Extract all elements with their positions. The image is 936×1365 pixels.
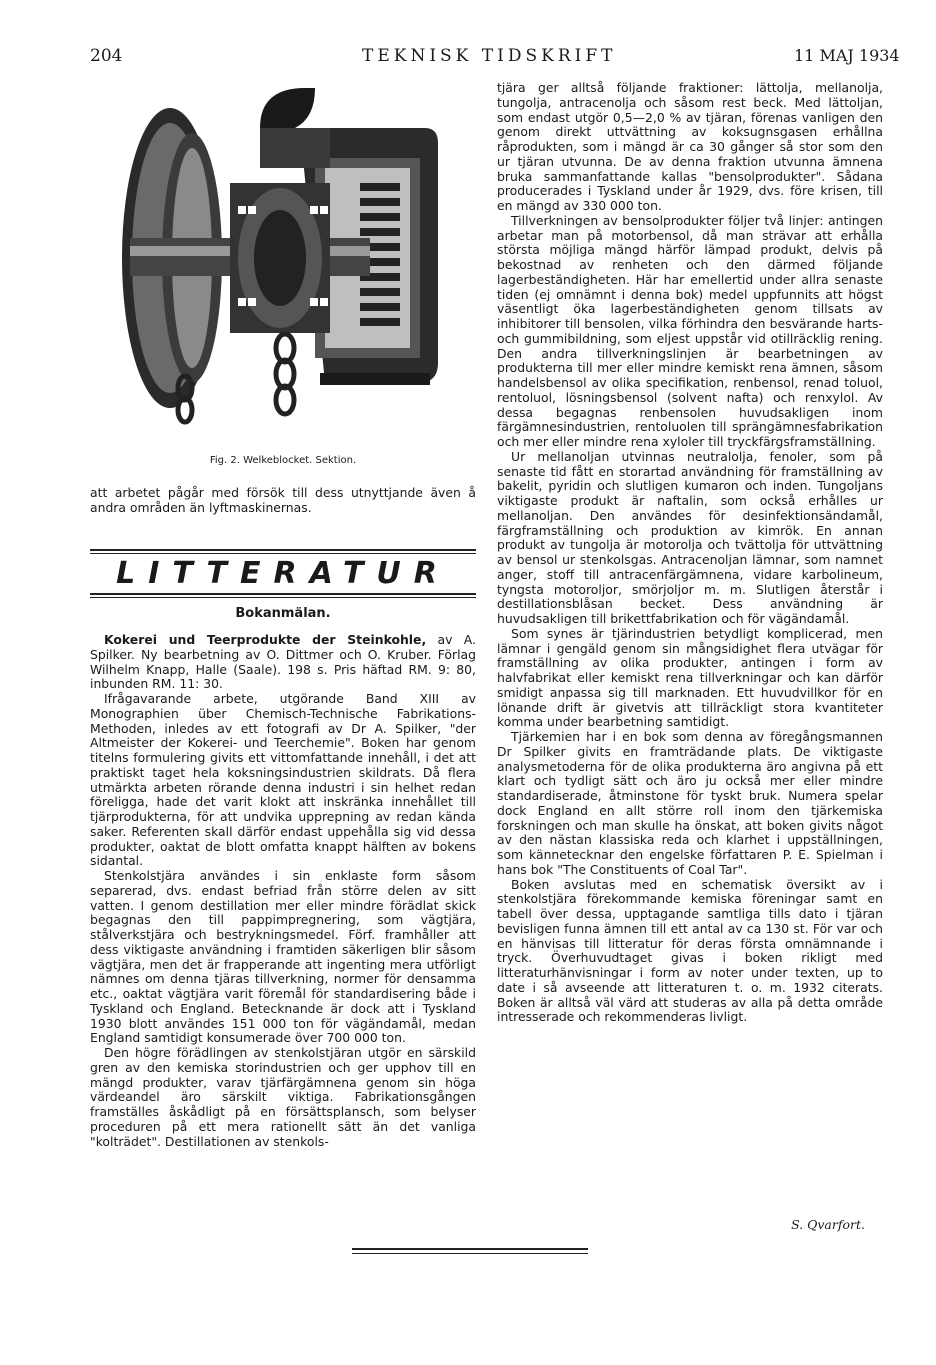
end-rule-top — [352, 1248, 588, 1250]
section-rule-bottom — [90, 593, 476, 595]
right-paragraph: Boken avslutas med en schematisk översikt av i stenkolstjära förekommande kemiska föreningar samt en tabell över dessa, upptagande samtliga tills dato i tjäran bevisligen funna ämnen till ett antal av ca 130 st. För var och en hänvisas till litteratur för deras första omnämnande i tryck. Överhuvudtaget givas i boken rikligt med litteraturhänvisningar i form av noter under texten, up to date i så avseende att litteraturen t. o. m. 1932 citerats. Boken är alltså väl värd att studeras av alla på detta område intresserade och rekommenderas livligt. — [497, 876, 883, 1025]
end-rule-bottom — [352, 1253, 588, 1254]
figure-caption: Fig. 2. Welkeblocket. Sektion. — [209, 455, 357, 466]
right-paragraph: Ur mellanoljan utvinnas neutralolja, fenoler, som på senaste tid fått en storartad användning för framställning av bakelit, pyridin och slutligen kumaron och inden. Tungoljans viktigaste produkt är naftalin, som också erhålles ur mellanoljan. Den användes för desinfektionsändamål, färgframställning och produktion av kimrök. En annan produkt av tungolja är motorolja och tvättolja för uttvättning av bensol ur stenkolsgas. Antracenoljan lämnar, som namnet anger, stoff till antracenfärgämnena, vidare karbolineum, tyngsta motoroljor, smörjoljor m. m. Slutligen återstår i destillationsblåsan becket. Dess användning är huvudsakligen till brikettfabrikation och för vägändamål. — [497, 448, 883, 626]
subsection-heading: Bokanmälan. — [235, 606, 331, 621]
section-rule-bottom-thin — [90, 597, 476, 598]
reviewer-signature: S. Qvarfort. — [791, 1217, 865, 1232]
page-number: 204 — [90, 46, 123, 66]
chain-hoist-section-illustration — [110, 88, 440, 440]
left-column — [90, 633, 476, 1149]
right-paragraph: tjära ger alltså följande fraktioner: lättolja, mellanolja, tungolja, antracenolja och såsom rest beck. Med lättoljan, som endast utgör 0,5—2,0 % av tjäran, förenas vanligen den genom direkt uttvättning av koksugnsgasen erhållna råprodukten, som i mängd är ca 30 gånger så stor som den ur tjäran utvunna. De av denna fraktion utvunna ämnena bruka sammanfattande kallas "bensolprodukter". Sådana producerades i Tyskland under år 1929, dvs. före krisen, till en mängd av 330 000 ton. — [497, 80, 883, 213]
section-title: LITTERATUR — [116, 556, 450, 591]
left-paragraph: Den högre förädlingen av stenkolstjäran utgör en särskild gren av den kemiska storindustrien och ger upphov till en mängd produkter, varav tjärfärgämnena genom sin höga värdeandel äro särskilt viktiga. Fabrikationsgången framställes åskådligt på en försättsplansch, som belyser proceduren på ett mera rationellt sätt än det vanliga "kolträdet". Destillationen av stenkols- — [90, 1045, 476, 1149]
book-title: Kokerei und Teerprodukte der Steinkohle, — [104, 632, 427, 647]
intro-paragraph — [90, 486, 476, 516]
journal-title: TEKNISK TIDSKRIFT — [362, 46, 617, 66]
right-paragraph: Tjärkemien har i en bok som denna av föregångsmannen Dr Spilker givits en framträdande plats. De viktigaste analysmetoderna för de olika produkterna äro angivna på ett klart och tydligt sätt och äro ju också mer eller mindre standardiserade, åtminstone för tyskt bruk. Numera spelar dock England en allt större roll inom den tjärkemiska forskningen och man skulle ha önskat, att boken givits något av den nästan klassiska reda och klarhet i uppställningen, som kännetecknar den engelske författaren P. E. Spielman i hans bok "The Constituents of Coal Tar". — [497, 729, 883, 877]
book-meta: av A. Spilker. Ny bearbetning av O. Dittmer och O. Kruber. Förlag Wilhelm Knapp, Halle (Saale). 198 s. Pris häftad RM. 9: 80, inbunden RM. 11: 30. — [90, 632, 476, 692]
book-heading — [90, 633, 476, 692]
section-rule-top — [90, 549, 476, 551]
right-column — [497, 81, 883, 1025]
left-paragraph: Stenkolstjära användes i sin enklaste form såsom separerad, dvs. endast befriad från större delen av sitt vatten. I genom destillation mer eller mindre förädlat skick begagnas den till pappimpregnering, som vägtjära, stålverkstjära och bestrykningsmedel. Förf. framhåller att dess viktigaste användning i framtiden säkerligen blir såsom vägtjära, men det är frapperande att ingenting mera utförligt nämnes om denna tjäras tillverkning, normer för densamma etc., oaktat vägtjära varit föremål för standardisering både i Tyskland och England. Betecknande är dock att i Tyskland 1930 blott användes 151 000 ton för vägändamål, medan England samtidigt konsumerade över 700 000 ton. — [90, 868, 476, 1046]
section-rule-top-thin — [90, 553, 476, 554]
right-paragraph: Tillverkningen av bensolprodukter följer två linjer: antingen arbetar man på motorbensol, då man strävar att erhålla största möjliga mängd härför lämpad produkt, delvis på bekostnad av renheten och den därmed följande lagerbeständigheten. Här har emellertid under allra senaste tiden (ej omnämnt i denna bok) medel uppfunnits att högst väsentligt öka lagerbeständigheten genom tillsats av inhibitorer till bensolen, vilka förhindra den besvärande harts- och gummibildning, som eljest uppstår vid otillräcklig rening. Den andra tillverkningslinjen är bearbetningen av produkterna till mer eller mindre kemiskt rena ämnen, såsom handelsbensol av olika specifikation, renbensol, renad toluol, rentoluol, lösningsbensol (solvent nafta) och renxylol. Av dessa begagnas renbensolen huvudsakligen inom färgämnesindustrien, rentoluolen till sprängämnesfabrikation och mer eller mindre rena xyloler till tryckfärgsframställning. — [497, 212, 883, 449]
issue-date: 11 MAJ 1934 — [794, 46, 900, 65]
right-paragraph: Som synes är tjärindustrien betydligt komplicerad, men lämnar i gengäld genom sin mångsidighet flera utvägar för framställning av olika produkter, antingen i form av halvfabrikat eller kemiskt rena tillverkningar och kan därför smidigt anpassa sig till marknaden. Ett huvudvillkor för en lönande drift är givetvis att tillräckligt stora kvantiteter komma under bearbetning samtidigt. — [497, 625, 883, 730]
intro-text: att arbetet pågår med försök till dess utnyttjande även å andra områden än lyftmaskinernas. — [90, 485, 476, 515]
left-paragraph: Ifrågavarande arbete, utgörande Band XIII av Monographien über Chemisch-Technische Fabrikations-Methoden, inledes av ett fotografi av Dr A. Spilker, "der Altmeister der Kokerei- und Teerchemie". Boken har genom titelns formulering givits ett vittomfattande innehåll, i det att praktiskt taget hela koksningsindustrien skildrats. Då flera utmärkta arbeten rörande denna industri i sin helhet redan föreligga, hade det varit klokt att inskränka innehållet till tjärprodukterna, för att undvika upprepning av redan kända saker. Referenten skall därför endast uppehålla sig vid dessa produkter, oaktat de blott omfatta knappt hälften av bokens sidantal. — [90, 691, 476, 869]
